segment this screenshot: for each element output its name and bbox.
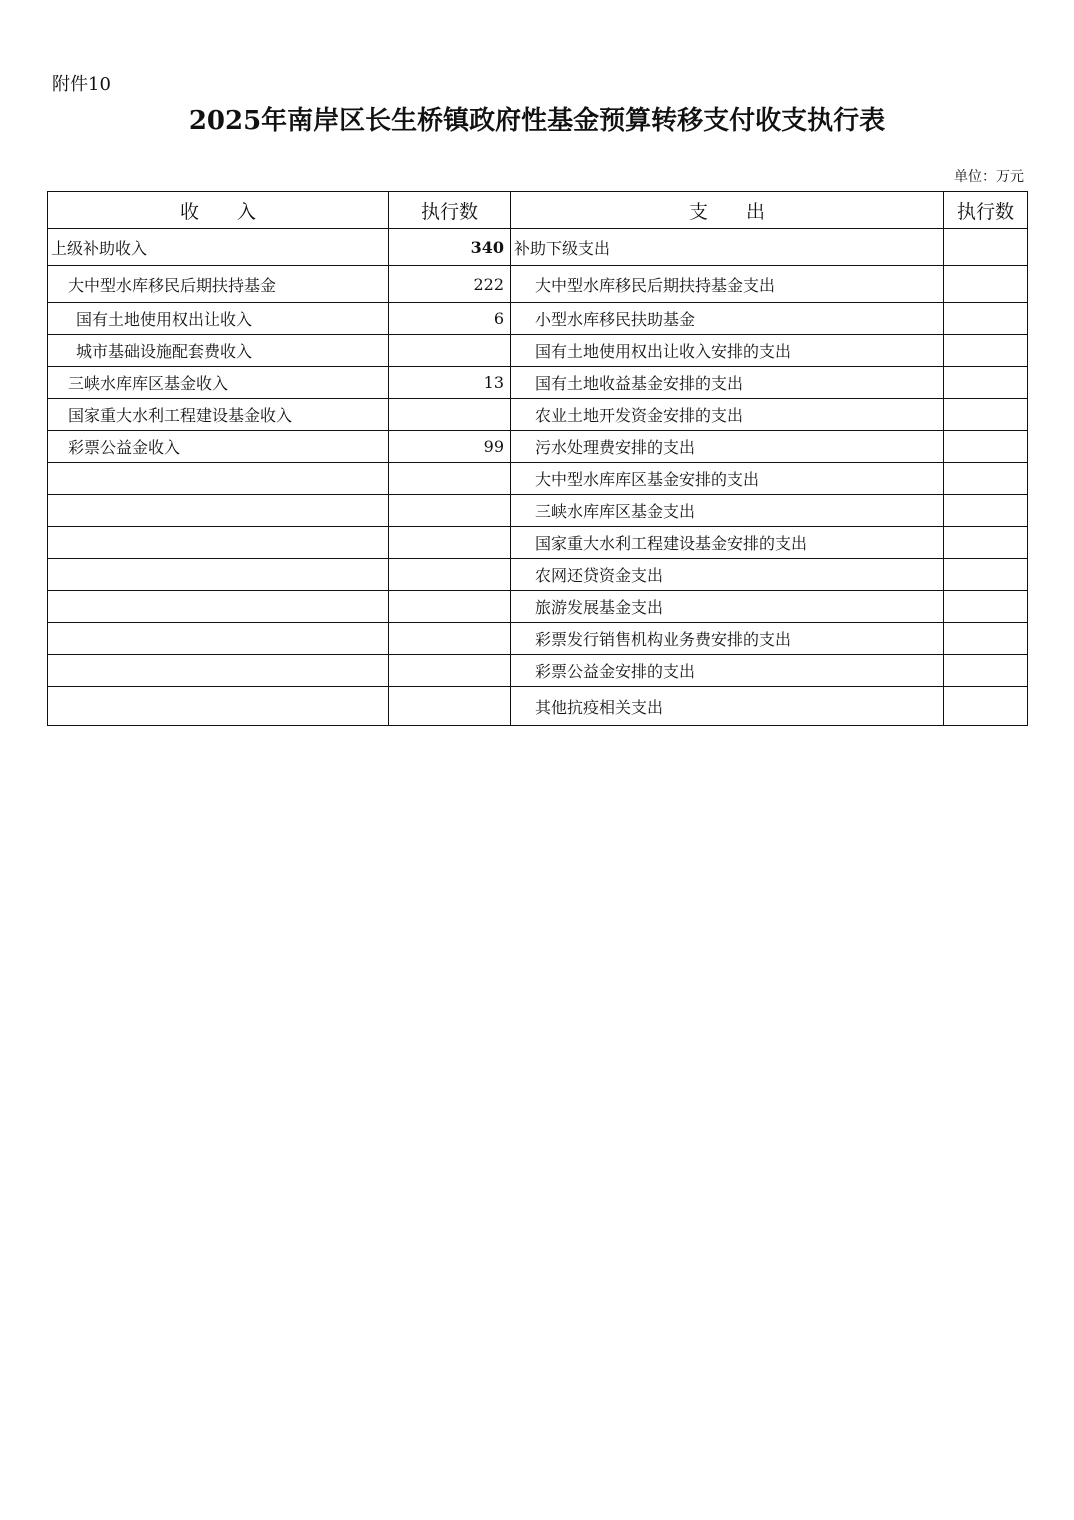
page-title: 2025年南岸区长生桥镇政府性基金预算转移支付收支执行表 [188,106,886,136]
expense-amount-cell [944,591,1028,623]
expense-amount-cell [944,623,1028,655]
expense-amount-cell [944,266,1028,303]
income-amount-cell [389,527,511,559]
table-row [48,399,1028,431]
table-header-row [48,192,1028,229]
income-cell: 城市基础设施配套费收入 [48,335,389,367]
attachment-label: 附件10 [52,74,111,95]
table-row [48,623,1028,655]
income-cell [48,655,389,687]
income-cell [48,687,389,726]
income-cell [48,527,389,559]
income-cell: 彩票公益金收入 [48,431,389,463]
expense-amount-cell [944,527,1028,559]
expense-amount-cell [944,687,1028,726]
expense-cell: 农网还贷资金支出 [511,559,944,591]
income-amount-cell [389,335,511,367]
expense-cell: 农业土地开发资金安排的支出 [511,399,944,431]
header-income: 收 入 [48,192,389,229]
income-cell [48,559,389,591]
income-amount-cell [389,463,511,495]
expense-amount-cell [944,495,1028,527]
table-row [48,463,1028,495]
income-amount-cell: 340 [389,229,511,266]
expense-cell: 彩票公益金安排的支出 [511,655,944,687]
table-row [48,687,1028,726]
expense-amount-cell [944,367,1028,399]
header-expense: 支 出 [511,192,944,229]
income-amount-cell [389,687,511,726]
expense-cell: 三峡水库库区基金支出 [511,495,944,527]
expense-amount-cell [944,431,1028,463]
income-cell: 国有土地使用权出让收入 [48,303,389,335]
expense-cell: 彩票发行销售机构业务费安排的支出 [511,623,944,655]
expense-amount-cell [944,335,1028,367]
income-amount-cell [389,623,511,655]
expense-cell: 国有土地收益基金安排的支出 [511,367,944,399]
income-amount-cell: 6 [389,303,511,335]
income-cell: 三峡水库库区基金收入 [48,367,389,399]
expense-cell: 大中型水库库区基金安排的支出 [511,463,944,495]
table-row [48,266,1028,303]
income-amount-cell: 222 [389,266,511,303]
income-amount-cell [389,655,511,687]
table-row [48,559,1028,591]
income-amount-cell [389,495,511,527]
table-row [48,495,1028,527]
income-amount-cell [389,559,511,591]
income-cell [48,591,389,623]
table-row [48,655,1028,687]
income-amount-cell: 13 [389,367,511,399]
income-cell: 大中型水库移民后期扶持基金 [48,266,389,303]
expense-amount-cell [944,463,1028,495]
header-income-amount: 执行数 [389,192,511,229]
expense-cell: 补助下级支出 [511,229,944,266]
table-row [48,303,1028,335]
income-amount-cell: 99 [389,431,511,463]
expense-cell: 污水处理费安排的支出 [511,431,944,463]
expense-amount-cell [944,399,1028,431]
income-cell [48,495,389,527]
expense-cell: 国家重大水利工程建设基金安排的支出 [511,527,944,559]
table-row [48,431,1028,463]
expense-amount-cell [944,559,1028,591]
expense-cell: 国有土地使用权出让收入安排的支出 [511,335,944,367]
expense-amount-cell [944,303,1028,335]
income-cell: 国家重大水利工程建设基金收入 [48,399,389,431]
table-row [48,335,1028,367]
expense-cell: 小型水库移民扶助基金 [511,303,944,335]
expense-amount-cell [944,229,1028,266]
income-cell: 上级补助收入 [48,229,389,266]
table-row [48,527,1028,559]
expense-cell: 大中型水库移民后期扶持基金支出 [511,266,944,303]
table-row [48,591,1028,623]
income-amount-cell [389,591,511,623]
expense-cell: 其他抗疫相关支出 [511,687,944,726]
header-expense-amount: 执行数 [944,192,1028,229]
income-amount-cell [389,399,511,431]
expense-cell: 旅游发展基金支出 [511,591,944,623]
expense-amount-cell [944,655,1028,687]
table-row [48,229,1028,266]
budget-table [47,191,1028,726]
unit-label: 单位：万元 [954,169,1024,185]
income-cell [48,463,389,495]
table-row [48,367,1028,399]
income-cell [48,623,389,655]
